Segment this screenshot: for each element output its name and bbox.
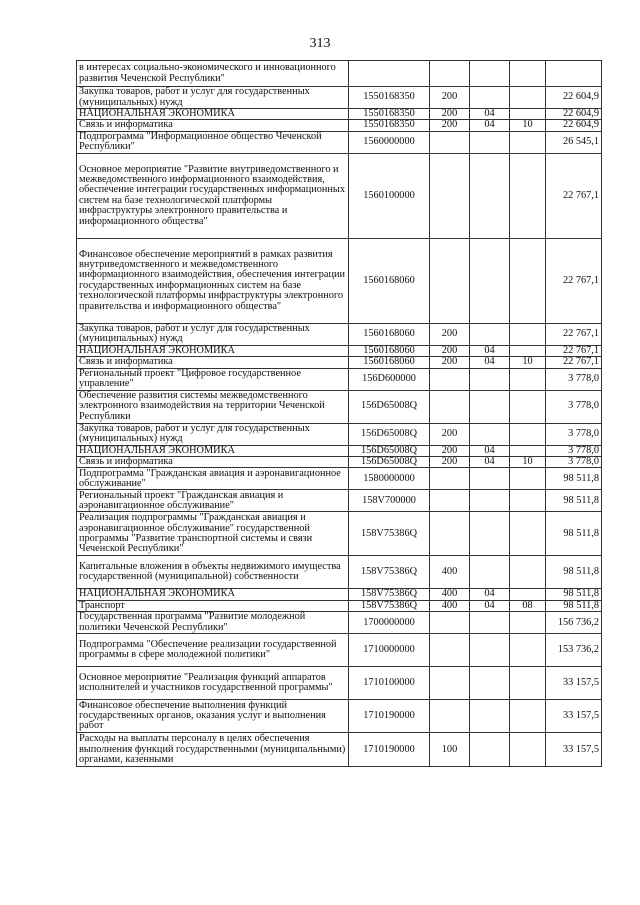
subsection-code <box>510 131 546 153</box>
row-name: Обеспечение развития системы межведомственного электронного взаимодействия на территории Чеченской Республики <box>77 390 349 423</box>
expense-group <box>430 700 470 733</box>
subsection-code: 08 <box>510 600 546 611</box>
target-code: 1550168350 <box>349 87 430 109</box>
subsection-code <box>510 589 546 600</box>
row-name: Капитальные вложения в объекты недвижимого имущества государственной (муниципальной) собственности <box>77 556 349 589</box>
table-row <box>77 589 602 600</box>
amount: 22 767,1 <box>546 238 602 323</box>
amount: 22 767,1 <box>546 323 602 345</box>
target-code: 1560168060 <box>349 323 430 345</box>
section-code <box>470 612 510 634</box>
amount: 3 778,0 <box>546 445 602 456</box>
subsection-code <box>510 445 546 456</box>
subsection-code <box>510 109 546 120</box>
subsection-code <box>510 423 546 445</box>
section-code: 04 <box>470 600 510 611</box>
target-code: 158V75386Q <box>349 512 430 556</box>
row-name: Связь и информатика <box>77 457 349 468</box>
table-row <box>77 556 602 589</box>
expense-group <box>430 512 470 556</box>
subsection-code: 10 <box>510 457 546 468</box>
table-row <box>77 490 602 512</box>
subsection-code <box>510 512 546 556</box>
section-code <box>470 390 510 423</box>
table-row <box>77 61 602 87</box>
section-code: 04 <box>470 120 510 131</box>
target-code: 158V75386Q <box>349 589 430 600</box>
table-row <box>77 323 602 345</box>
target-code: 156D65008Q <box>349 390 430 423</box>
subsection-code <box>510 612 546 634</box>
expense-group: 400 <box>430 600 470 611</box>
section-code: 04 <box>470 357 510 368</box>
expense-group: 200 <box>430 345 470 356</box>
expense-group: 200 <box>430 423 470 445</box>
row-name: НАЦИОНАЛЬНАЯ ЭКОНОМИКА <box>77 345 349 356</box>
amount: 3 778,0 <box>546 368 602 390</box>
expense-group: 200 <box>430 87 470 109</box>
table-row <box>77 445 602 456</box>
subsection-code <box>510 556 546 589</box>
amount: 3 778,0 <box>546 390 602 423</box>
row-name: Подпрограмма "Гражданская авиация и аэронавигационное обслуживание" <box>77 468 349 490</box>
row-name: Финансовое обеспечение выполнения функций государственных органов, оказания услуг и выполнения работ <box>77 700 349 733</box>
row-name: Финансовое обеспечение мероприятий в рамках развития внутриведомственного и межведомственного информационного взаимодействия, обеспечения интеграции государственных информационных систем на базе технологической платформы инфраструктуры электронного правительства и информационного общества" <box>77 238 349 323</box>
table-row <box>77 733 602 767</box>
section-code <box>470 131 510 153</box>
amount: 33 157,5 <box>546 700 602 733</box>
target-code: 1710000000 <box>349 634 430 667</box>
target-code: 1560100000 <box>349 153 430 238</box>
amount: 98 511,8 <box>546 556 602 589</box>
subsection-code <box>510 700 546 733</box>
row-name: Закупка товаров, работ и услуг для государственных (муниципальных) нужд <box>77 423 349 445</box>
table-row <box>77 600 602 611</box>
expense-group <box>430 61 470 87</box>
subsection-code <box>510 634 546 667</box>
subsection-code <box>510 87 546 109</box>
section-code: 04 <box>470 445 510 456</box>
subsection-code <box>510 238 546 323</box>
section-code <box>470 733 510 767</box>
row-name: Основное мероприятие "Реализация функций аппаратов исполнителей и участников государственной программы" <box>77 667 349 700</box>
section-code <box>470 323 510 345</box>
expense-group: 200 <box>430 357 470 368</box>
row-name: Реализация подпрограммы "Гражданская авиация и аэронавигационное обслуживание" государственной программы "Развитие транспортной системы и связи Чеченской Республики" <box>77 512 349 556</box>
table-row <box>77 238 602 323</box>
section-code: 04 <box>470 589 510 600</box>
target-code: 1710100000 <box>349 667 430 700</box>
table-row <box>77 457 602 468</box>
subsection-code <box>510 667 546 700</box>
table-row <box>77 368 602 390</box>
row-name: Подпрограмма "Информационное общество Чеченской Республики" <box>77 131 349 153</box>
target-code: 1700000000 <box>349 612 430 634</box>
expense-group: 200 <box>430 445 470 456</box>
budget-table <box>76 60 602 767</box>
expense-group: 400 <box>430 589 470 600</box>
subsection-code: 10 <box>510 357 546 368</box>
section-code <box>470 153 510 238</box>
table-row <box>77 667 602 700</box>
amount: 22 604,9 <box>546 120 602 131</box>
section-code <box>470 423 510 445</box>
target-code: 158V700000 <box>349 490 430 512</box>
table-row <box>77 87 602 109</box>
amount: 26 545,1 <box>546 131 602 153</box>
table-row <box>77 153 602 238</box>
target-code: 156D600000 <box>349 368 430 390</box>
target-code: 1710190000 <box>349 700 430 733</box>
section-code <box>470 468 510 490</box>
amount: 98 511,8 <box>546 468 602 490</box>
expense-group <box>430 490 470 512</box>
expense-group <box>430 368 470 390</box>
amount: 153 736,2 <box>546 634 602 667</box>
amount: 22 604,9 <box>546 109 602 120</box>
table-row <box>77 634 602 667</box>
target-code: 1560168060 <box>349 238 430 323</box>
row-name: Закупка товаров, работ и услуг для государственных (муниципальных) нужд <box>77 323 349 345</box>
table-row <box>77 390 602 423</box>
row-name: НАЦИОНАЛЬНАЯ ЭКОНОМИКА <box>77 589 349 600</box>
target-code: 1710190000 <box>349 733 430 767</box>
section-code <box>470 556 510 589</box>
subsection-code <box>510 368 546 390</box>
target-code: 156D65008Q <box>349 457 430 468</box>
amount: 156 736,2 <box>546 612 602 634</box>
section-code <box>470 512 510 556</box>
section-code: 04 <box>470 109 510 120</box>
section-code <box>470 61 510 87</box>
table-row <box>77 109 602 120</box>
subsection-code <box>510 390 546 423</box>
amount <box>546 61 602 87</box>
target-code: 156D65008Q <box>349 445 430 456</box>
subsection-code <box>510 323 546 345</box>
row-name: НАЦИОНАЛЬНАЯ ЭКОНОМИКА <box>77 109 349 120</box>
expense-group <box>430 634 470 667</box>
amount: 33 157,5 <box>546 667 602 700</box>
expense-group: 100 <box>430 733 470 767</box>
expense-group <box>430 131 470 153</box>
subsection-code <box>510 468 546 490</box>
subsection-code: 10 <box>510 120 546 131</box>
target-code <box>349 61 430 87</box>
expense-group: 200 <box>430 120 470 131</box>
section-code <box>470 634 510 667</box>
table-row <box>77 700 602 733</box>
row-name: Государственная программа "Развитие молодежной политики Чеченской Республики" <box>77 612 349 634</box>
expense-group: 200 <box>430 109 470 120</box>
target-code: 1560168060 <box>349 345 430 356</box>
row-name: НАЦИОНАЛЬНАЯ ЭКОНОМИКА <box>77 445 349 456</box>
row-name: Связь и информатика <box>77 120 349 131</box>
table-row <box>77 131 602 153</box>
subsection-code <box>510 345 546 356</box>
expense-group: 200 <box>430 457 470 468</box>
amount: 22 604,9 <box>546 87 602 109</box>
expense-group <box>430 153 470 238</box>
subsection-code <box>510 490 546 512</box>
amount: 98 511,8 <box>546 600 602 611</box>
amount: 98 511,8 <box>546 490 602 512</box>
amount: 33 157,5 <box>546 733 602 767</box>
row-name: Транспорт <box>77 600 349 611</box>
row-name: Закупка товаров, работ и услуг для государственных (муниципальных) нужд <box>77 87 349 109</box>
expense-group <box>430 390 470 423</box>
section-code <box>470 667 510 700</box>
page-number: 313 <box>309 36 331 51</box>
subsection-code <box>510 61 546 87</box>
amount: 22 767,1 <box>546 153 602 238</box>
table-row <box>77 423 602 445</box>
subsection-code <box>510 733 546 767</box>
row-name: Региональный проект "Цифровое государственное управление" <box>77 368 349 390</box>
target-code: 1550168350 <box>349 120 430 131</box>
table-row <box>77 512 602 556</box>
expense-group <box>430 238 470 323</box>
section-code <box>470 490 510 512</box>
row-name: Связь и информатика <box>77 357 349 368</box>
table-row <box>77 468 602 490</box>
amount: 22 767,1 <box>546 357 602 368</box>
table-row <box>77 612 602 634</box>
target-code: 1560000000 <box>349 131 430 153</box>
table-body <box>77 61 602 767</box>
section-code <box>470 700 510 733</box>
section-code <box>470 368 510 390</box>
target-code: 156D65008Q <box>349 423 430 445</box>
expense-group: 400 <box>430 556 470 589</box>
amount: 22 767,1 <box>546 345 602 356</box>
row-name: Основное мероприятие "Развитие внутриведомственного и межведомственного информационного взаимодействия, обеспечение интеграции государственных информационных систем на базе технологической платформы инфраструктуры электронного правительства и информационного общества" <box>77 153 349 238</box>
expense-group: 200 <box>430 323 470 345</box>
target-code: 1560168060 <box>349 357 430 368</box>
section-code <box>470 87 510 109</box>
amount: 98 511,8 <box>546 512 602 556</box>
row-name: Подпрограмма "Обеспечение реализации государственной программы в сфере молодежной политики" <box>77 634 349 667</box>
subsection-code <box>510 153 546 238</box>
section-code <box>470 238 510 323</box>
row-name: Расходы на выплаты персоналу в целях обеспечения выполнения функций государственными (муниципальными) органами, казенными <box>77 733 349 767</box>
target-code: 158V75386Q <box>349 600 430 611</box>
expense-group <box>430 667 470 700</box>
amount: 3 778,0 <box>546 423 602 445</box>
amount: 3 778,0 <box>546 457 602 468</box>
target-code: 1550168350 <box>349 109 430 120</box>
row-name: в интересах социально-экономического и инновационного развития Чеченской Республики" <box>77 61 349 87</box>
row-name: Региональный проект "Гражданская авиация и аэронавигационное обслуживание" <box>77 490 349 512</box>
table-row <box>77 120 602 131</box>
table-row <box>77 357 602 368</box>
table-row <box>77 345 602 356</box>
target-code: 158V75386Q <box>349 556 430 589</box>
section-code: 04 <box>470 345 510 356</box>
amount: 98 511,8 <box>546 589 602 600</box>
expense-group <box>430 612 470 634</box>
expense-group <box>430 468 470 490</box>
target-code: 1580000000 <box>349 468 430 490</box>
section-code: 04 <box>470 457 510 468</box>
